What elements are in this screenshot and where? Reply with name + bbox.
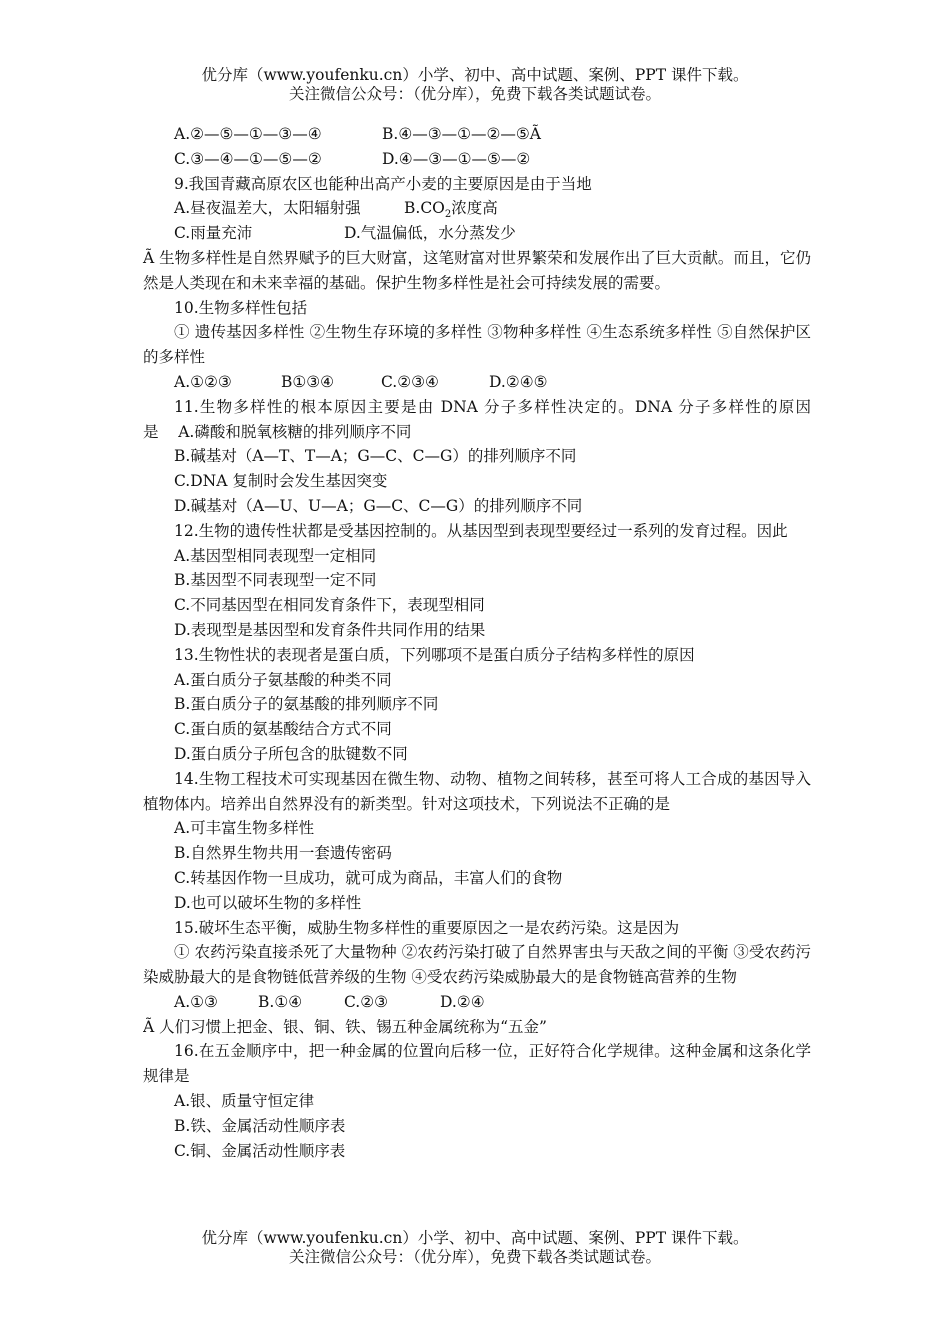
- q9-option-c: C.雨量充沛: [174, 224, 253, 243]
- q12-option-c: C.不同基因型在相同发育条件下，表现型相同: [174, 596, 485, 615]
- q8-options-row-1: [143, 122, 811, 147]
- header-line-1: 优分库（www.youfenku.cn）小学、初中、高中试题、案例、PPT 课件下载。: [201, 66, 749, 84]
- q15-stem: 15.破坏生态平衡，威胁生物多样性的重要原因之一是农药污染。这是因为: [174, 918, 680, 937]
- q10-options-row: [143, 370, 811, 395]
- q10-items: ① 遗传基因多样性 ②生物生存环境的多样性 ③物种多样性 ④生态系统多样性 ⑤自然保护区的多样性: [143, 323, 811, 367]
- q9-options-row-1: [143, 196, 811, 221]
- q9-option-d: D.气温偏低，水分蒸发少: [344, 224, 516, 243]
- page-footer: [0, 1229, 950, 1267]
- footer-line-2: 关注微信公众号：（优分库），免费下载各类试题试卷。: [288, 1248, 661, 1266]
- q8-options-row-2: [143, 147, 811, 172]
- q13-stem: 13.生物性状的表现者是蛋白质，下列哪项不是蛋白质分子结构多样性的原因: [174, 645, 695, 664]
- q10-option-b: B①③④: [281, 372, 335, 391]
- q12-option-b: B.基因型不同表现型一定不同: [174, 571, 377, 590]
- q9-option-b-suffix: 浓度高: [451, 199, 498, 218]
- q10-option-d: D.②④⑤: [489, 372, 548, 391]
- q13-option-c: C.蛋白质的氨基酸结合方式不同: [174, 720, 392, 739]
- q8-option-a: A.②—⑤—①—③—④: [174, 125, 322, 143]
- footer-line-1: 优分库（www.youfenku.cn）小学、初中、高中试题、案例、PPT 课件下载。: [201, 1229, 749, 1247]
- q14-stem: 14.生物工程技术可实现基因在微生物、动物、植物之间转移，甚至可将人工合成的基因导入植物体内。培养出自然界没有的新类型。针对这项技术，下列说法不正确的是: [143, 769, 811, 813]
- q11-stem: 11.生物多样性的根本原因主要是由 DNA 分子多样性决定的。DNA 分子多样性的原因是: [143, 397, 811, 441]
- q16-option-c: C.铜、金属活动性顺序表: [174, 1141, 346, 1160]
- q11-option-b: B.碱基对（A—T、T—A；G—C、C—G）的排列顺序不同: [174, 447, 577, 466]
- q9-option-b: [404, 196, 498, 221]
- q9-option-b-prefix: B.CO: [404, 199, 445, 218]
- q14-option-b: B.自然界生物共用一套遗传密码: [174, 844, 392, 863]
- q9-option-b-subscript: 2: [444, 209, 452, 221]
- q16-option-a: A.银、质量守恒定律: [174, 1092, 315, 1111]
- header-line-2: 关注微信公众号：（优分库），免费下载各类试题试卷。: [288, 85, 661, 103]
- q8-option-c: C.③—④—①—⑤—②: [174, 149, 322, 168]
- question-content: [143, 122, 811, 1163]
- q12-option-d: D.表现型是基因型和发育条件共同作用的结果: [174, 620, 486, 639]
- q16-stem: 16.在五金顺序中，把一种金属的位置向后移一位，正好符合化学规律。这种金属和这条化学规律是: [143, 1042, 811, 1086]
- q15-option-b: B.①④: [258, 992, 303, 1011]
- q11-option-d: D.碱基对（A—U、U—A；G—C、C—G）的排列顺序不同: [174, 496, 583, 515]
- q15-option-a: A.①③: [174, 992, 218, 1011]
- q12-option-a: A.基因型相同表现型一定相同: [174, 546, 377, 565]
- q15-option-c: C.②③: [344, 992, 389, 1011]
- q8-option-d: D.④—③—①—⑤—②: [382, 149, 531, 168]
- q8-option-b: B.④—③—①—②—⑤Ã: [382, 125, 541, 143]
- passage-five-metals: Ã 人们习惯上把金、银、铜、铁、锡五种金属统称为“五金”: [143, 1017, 547, 1036]
- q13-option-d: D.蛋白质分子所包含的肽键数不同: [174, 744, 408, 763]
- q11-option-c: C.DNA 复制时会发生基因突变: [174, 472, 388, 491]
- q10-option-c: C.②③④: [381, 372, 439, 391]
- q16-option-b: B.铁、金属活动性顺序表: [174, 1116, 346, 1135]
- passage-biodiversity: Ã 生物多样性是自然界赋予的巨大财富，这笔财富对世界繁荣和发展作出了巨大贡献。而且，它仍然是人类现在和未来幸福的基础。保护生物多样性是社会可持续发展的需要。: [143, 248, 811, 292]
- q10-stem: 10.生物多样性包括: [174, 298, 308, 317]
- q14-option-c: C.转基因作物一旦成功，就可成为商品，丰富人们的食物: [174, 868, 563, 887]
- q12-stem: 12.生物的遗传性状都是受基因控制的。从基因型到表现型要经过一系列的发育过程。因此: [174, 521, 788, 540]
- q15-items: ① 农药污染直接杀死了大量物种 ②农药污染打破了自然界害虫与天敌之间的平衡 ③受农药污染威胁最大的是食物链低营养级的生物 ④受农药污染威胁最大的是食物链高营养的生物: [143, 943, 811, 987]
- q15-options-row: [143, 990, 811, 1015]
- q9-options-row-2: [143, 221, 811, 246]
- page-header: [0, 66, 950, 104]
- q15-option-d: D.②④: [440, 992, 485, 1011]
- q14-option-d: D.也可以破坏生物的多样性: [174, 893, 362, 912]
- q11-option-a: A.磷酸和脱氧核糖的排列顺序不同: [178, 422, 412, 441]
- q9-option-a: A.昼夜温差大，太阳辐射强: [174, 199, 361, 218]
- q13-option-a: A.蛋白质分子氨基酸的种类不同: [174, 670, 392, 689]
- q14-option-a: A.可丰富生物多样性: [174, 819, 315, 838]
- q13-option-b: B.蛋白质分子的氨基酸的排列顺序不同: [174, 695, 439, 714]
- q11-stem-with-a: [143, 395, 811, 445]
- q10-option-a: A.①②③: [174, 372, 232, 391]
- q9-stem: 9.我国青藏高原农区也能种出高产小麦的主要原因是由于当地: [174, 174, 592, 193]
